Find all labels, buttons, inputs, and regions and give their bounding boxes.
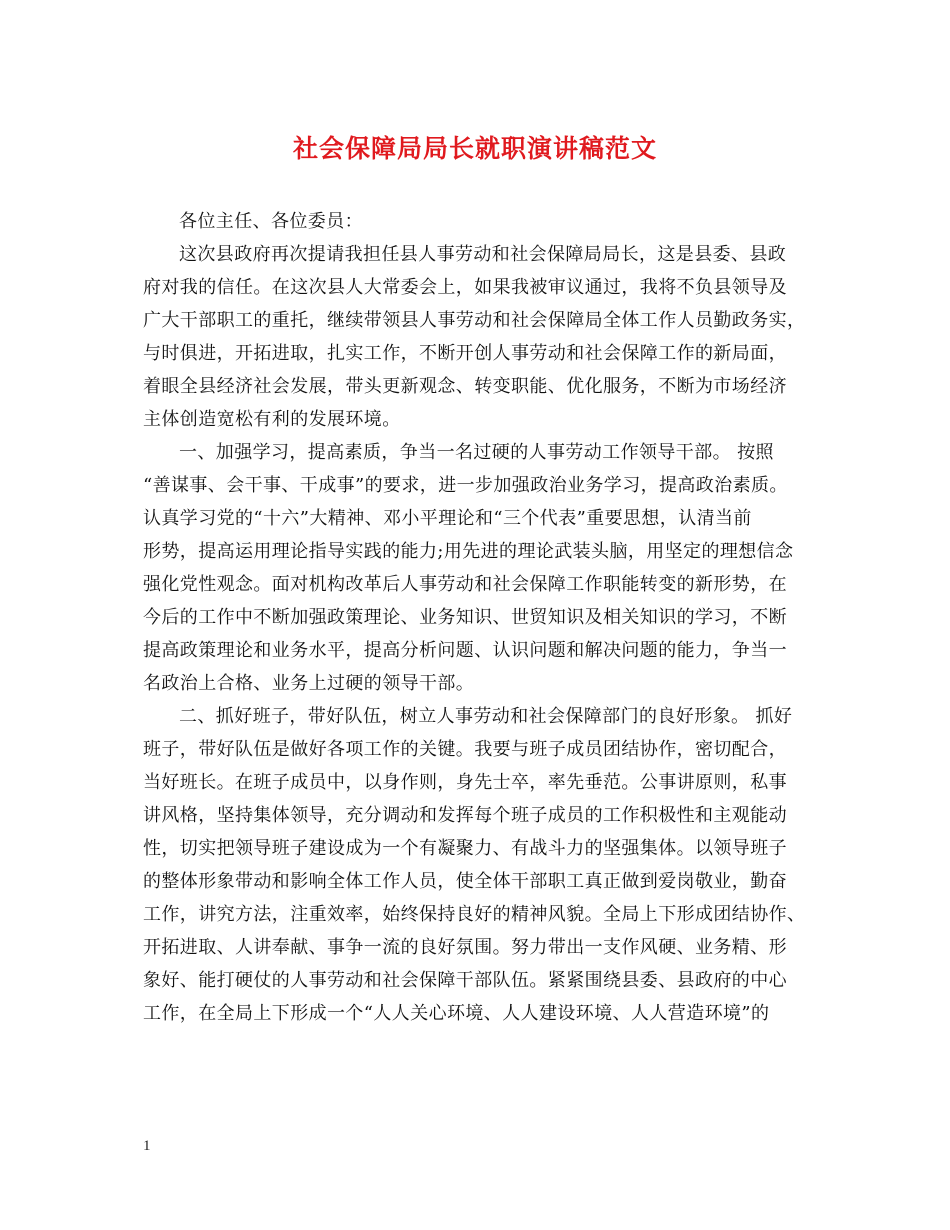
text-line: 着眼全县经济社会发展，带头更新观念、转变职能、优化服务，不断为市场经济 xyxy=(143,376,787,397)
text-line: 象好、能打硬仗的人事劳动和社会保障干部队伍。紧紧围绕县委、县政府的中心 xyxy=(143,970,787,991)
document-title: 社会保障局局长就职演讲稿范文 xyxy=(292,134,657,163)
text-line-salutation: 各位主任、各位委员： xyxy=(179,211,363,232)
text-line: 主体创造宽松有利的发展环境。 xyxy=(143,409,401,430)
text-line: 提高政策理论和业务水平，提高分析问题、认识问题和解决问题的能力，争当一 xyxy=(143,640,787,661)
text-line: 当好班长。在班子成员中，以身作则，身先士卒，率先垂范。公事讲原则，私事 xyxy=(143,772,787,793)
text-line: 工作，在全局上下形成一个“人人关心环境、人人建设环境、人人营造环境”的 xyxy=(143,1003,770,1024)
text-line: 性，切实把领导班子建设成为一个有凝聚力、有战斗力的坚强集体。以领导班子 xyxy=(143,838,787,859)
text-line: 形势，提高运用理论指导实践的能力;用先进的理论武装头脑，用坚定的理想信念 xyxy=(143,541,794,562)
text-line: 这次县政府再次提请我担任县人事劳动和社会保障局局长，这是县委、县政 xyxy=(179,244,787,265)
text-line: “善谋事、会干事、干成事”的要求，进一步加强政治业务学习，提高政治素质。 xyxy=(143,475,788,496)
text-line: 班子，带好队伍是做好各项工作的关键。我要与班子成员团结协作，密切配合， xyxy=(143,739,787,760)
text-line: 府对我的信任。在这次县人大常委会上，如果我被审议通过，我将不负县领导及 xyxy=(143,277,787,298)
text-line: 与时俱进，开拓进取，扎实工作，不断开创人事劳动和社会保障工作的新局面， xyxy=(143,343,787,364)
text-line: 的整体形象带动和影响全体工作人员，使全体干部职工真正做到爱岗敬业，勤奋 xyxy=(143,871,787,892)
text-line: 广大干部职工的重托，继续带领县人事劳动和社会保障局全体工作人员勤政务实， xyxy=(143,310,806,331)
text-line: 认真学习党的“十六”大精神、邓小平理论和“三个代表”重要思想，认清当前 xyxy=(143,508,752,529)
page-number: 1 xyxy=(143,1138,151,1154)
text-line: 工作，讲究方法，注重效率，始终保持良好的精神风貌。全局上下形成团结协作、 xyxy=(143,904,806,925)
text-line: 名政治上合格、业务上过硬的领导干部。 xyxy=(143,673,475,694)
text-line-section-heading: 二、抓好班子，带好队伍，树立人事劳动和社会保障部门的良好形象。 抓好 xyxy=(179,706,793,727)
text-line: 开拓进取、人讲奉献、事争一流的良好氛围。努力带出一支作风硬、业务精、形 xyxy=(143,937,787,958)
text-line: 讲风格，坚持集体领导，充分调动和发挥每个班子成员的工作积极性和主观能动 xyxy=(143,805,787,826)
text-line-section-heading: 一、加强学习，提高素质，争当一名过硬的人事劳动工作领导干部。 按照 xyxy=(179,442,774,463)
text-line: 强化党性观念。面对机构改革后人事劳动和社会保障工作职能转变的新形势，在 xyxy=(143,574,787,595)
text-line: 今后的工作中不断加强政策理论、业务知识、世贸知识及相关知识的学习，不断 xyxy=(143,607,787,628)
